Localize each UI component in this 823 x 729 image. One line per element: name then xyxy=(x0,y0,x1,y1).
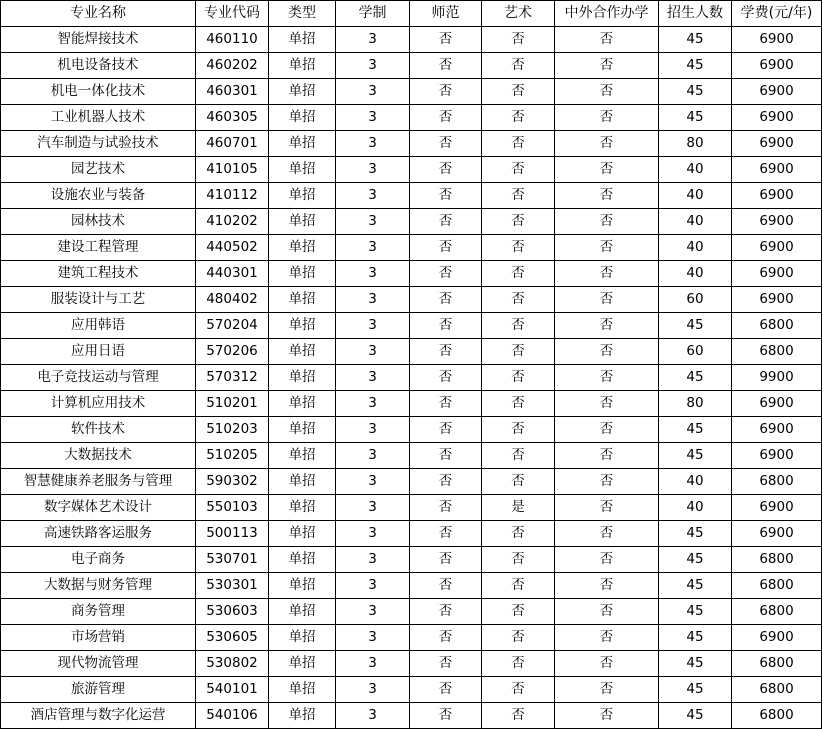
cell-duration: 3 xyxy=(336,703,410,729)
cell-teacher-training: 否 xyxy=(410,443,482,469)
table-row xyxy=(1,469,822,495)
cell-art: 否 xyxy=(482,261,555,287)
column-header-art: 艺术 xyxy=(482,1,555,27)
cell-sino-foreign: 否 xyxy=(555,677,659,703)
cell-major-code: 540106 xyxy=(196,703,269,729)
cell-duration: 3 xyxy=(336,417,410,443)
cell-duration: 3 xyxy=(336,391,410,417)
cell-art: 否 xyxy=(482,27,555,53)
cell-sino-foreign: 否 xyxy=(555,27,659,53)
cell-enrollment: 45 xyxy=(659,651,732,677)
table-row xyxy=(1,235,822,261)
cell-major-code: 530603 xyxy=(196,599,269,625)
cell-type: 单招 xyxy=(269,651,336,677)
cell-teacher-training: 否 xyxy=(410,391,482,417)
cell-major-name: 智慧健康养老服务与管理 xyxy=(1,469,196,495)
cell-major-name: 机电设备技术 xyxy=(1,53,196,79)
cell-major-code: 500113 xyxy=(196,521,269,547)
cell-type: 单招 xyxy=(269,235,336,261)
cell-major-code: 510205 xyxy=(196,443,269,469)
cell-tuition: 6800 xyxy=(732,547,822,573)
cell-enrollment: 40 xyxy=(659,209,732,235)
cell-teacher-training: 否 xyxy=(410,495,482,521)
cell-duration: 3 xyxy=(336,495,410,521)
cell-enrollment: 45 xyxy=(659,625,732,651)
cell-major-name: 汽车制造与试验技术 xyxy=(1,131,196,157)
cell-tuition: 6900 xyxy=(732,53,822,79)
cell-teacher-training: 否 xyxy=(410,79,482,105)
cell-teacher-training: 否 xyxy=(410,625,482,651)
cell-sino-foreign: 否 xyxy=(555,469,659,495)
cell-major-code: 410112 xyxy=(196,183,269,209)
cell-major-name: 大数据技术 xyxy=(1,443,196,469)
cell-major-code: 460305 xyxy=(196,105,269,131)
cell-type: 单招 xyxy=(269,365,336,391)
table-row xyxy=(1,157,822,183)
cell-enrollment: 45 xyxy=(659,313,732,339)
cell-major-code: 510201 xyxy=(196,391,269,417)
cell-enrollment: 45 xyxy=(659,417,732,443)
table-row xyxy=(1,79,822,105)
cell-major-code: 530301 xyxy=(196,573,269,599)
cell-enrollment: 45 xyxy=(659,53,732,79)
cell-type: 单招 xyxy=(269,469,336,495)
cell-art: 否 xyxy=(482,209,555,235)
cell-sino-foreign: 否 xyxy=(555,703,659,729)
cell-tuition: 6800 xyxy=(732,573,822,599)
cell-art: 否 xyxy=(482,79,555,105)
cell-enrollment: 45 xyxy=(659,599,732,625)
cell-sino-foreign: 否 xyxy=(555,417,659,443)
cell-duration: 3 xyxy=(336,521,410,547)
cell-tuition: 6900 xyxy=(732,625,822,651)
cell-enrollment: 40 xyxy=(659,235,732,261)
cell-enrollment: 60 xyxy=(659,287,732,313)
cell-teacher-training: 否 xyxy=(410,287,482,313)
cell-duration: 3 xyxy=(336,131,410,157)
cell-teacher-training: 否 xyxy=(410,677,482,703)
cell-duration: 3 xyxy=(336,105,410,131)
cell-major-code: 460301 xyxy=(196,79,269,105)
cell-type: 单招 xyxy=(269,391,336,417)
cell-major-name: 旅游管理 xyxy=(1,677,196,703)
cell-enrollment: 40 xyxy=(659,495,732,521)
cell-teacher-training: 否 xyxy=(410,599,482,625)
cell-teacher-training: 否 xyxy=(410,27,482,53)
cell-duration: 3 xyxy=(336,651,410,677)
cell-sino-foreign: 否 xyxy=(555,391,659,417)
cell-tuition: 6800 xyxy=(732,469,822,495)
cell-sino-foreign: 否 xyxy=(555,157,659,183)
cell-major-code: 530701 xyxy=(196,547,269,573)
cell-tuition: 6800 xyxy=(732,651,822,677)
cell-major-name: 商务管理 xyxy=(1,599,196,625)
table-row xyxy=(1,339,822,365)
cell-teacher-training: 否 xyxy=(410,469,482,495)
cell-sino-foreign: 否 xyxy=(555,443,659,469)
cell-duration: 3 xyxy=(336,235,410,261)
cell-art: 否 xyxy=(482,469,555,495)
cell-type: 单招 xyxy=(269,287,336,313)
table-row xyxy=(1,573,822,599)
cell-art: 否 xyxy=(482,625,555,651)
cell-major-name: 现代物流管理 xyxy=(1,651,196,677)
cell-enrollment: 80 xyxy=(659,131,732,157)
cell-tuition: 6800 xyxy=(732,599,822,625)
table-row xyxy=(1,521,822,547)
cell-duration: 3 xyxy=(336,547,410,573)
table-body xyxy=(1,27,822,729)
cell-enrollment: 45 xyxy=(659,79,732,105)
table-row xyxy=(1,443,822,469)
cell-type: 单招 xyxy=(269,339,336,365)
table-row xyxy=(1,547,822,573)
cell-type: 单招 xyxy=(269,677,336,703)
cell-major-code: 570204 xyxy=(196,313,269,339)
cell-major-name: 应用韩语 xyxy=(1,313,196,339)
cell-duration: 3 xyxy=(336,573,410,599)
cell-major-name: 计算机应用技术 xyxy=(1,391,196,417)
cell-art: 否 xyxy=(482,443,555,469)
cell-duration: 3 xyxy=(336,469,410,495)
column-header-teacher-training: 师范 xyxy=(410,1,482,27)
cell-major-code: 460202 xyxy=(196,53,269,79)
cell-enrollment: 80 xyxy=(659,391,732,417)
cell-teacher-training: 否 xyxy=(410,417,482,443)
cell-major-name: 建设工程管理 xyxy=(1,235,196,261)
cell-major-code: 570312 xyxy=(196,365,269,391)
cell-art: 否 xyxy=(482,573,555,599)
cell-sino-foreign: 否 xyxy=(555,53,659,79)
cell-enrollment: 45 xyxy=(659,547,732,573)
table-row xyxy=(1,495,822,521)
cell-sino-foreign: 否 xyxy=(555,79,659,105)
cell-sino-foreign: 否 xyxy=(555,287,659,313)
cell-major-name: 园艺技术 xyxy=(1,157,196,183)
cell-teacher-training: 否 xyxy=(410,183,482,209)
cell-art: 否 xyxy=(482,105,555,131)
cell-type: 单招 xyxy=(269,599,336,625)
cell-type: 单招 xyxy=(269,261,336,287)
cell-art: 否 xyxy=(482,131,555,157)
cell-type: 单招 xyxy=(269,521,336,547)
column-header-major-code: 专业代码 xyxy=(196,1,269,27)
cell-tuition: 6900 xyxy=(732,27,822,53)
table-header xyxy=(1,1,822,27)
cell-major-code: 410105 xyxy=(196,157,269,183)
cell-art: 否 xyxy=(482,599,555,625)
cell-tuition: 6900 xyxy=(732,495,822,521)
cell-teacher-training: 否 xyxy=(410,573,482,599)
cell-teacher-training: 否 xyxy=(410,365,482,391)
cell-type: 单招 xyxy=(269,131,336,157)
cell-type: 单招 xyxy=(269,79,336,105)
table-row xyxy=(1,599,822,625)
cell-teacher-training: 否 xyxy=(410,651,482,677)
cell-teacher-training: 否 xyxy=(410,547,482,573)
cell-type: 单招 xyxy=(269,209,336,235)
cell-tuition: 6900 xyxy=(732,79,822,105)
cell-major-name: 机电一体化技术 xyxy=(1,79,196,105)
cell-major-name: 数字媒体艺术设计 xyxy=(1,495,196,521)
cell-art: 否 xyxy=(482,157,555,183)
header-row xyxy=(1,1,822,27)
cell-major-code: 530605 xyxy=(196,625,269,651)
cell-tuition: 6900 xyxy=(732,391,822,417)
cell-major-name: 电子竞技运动与管理 xyxy=(1,365,196,391)
table-row xyxy=(1,417,822,443)
column-header-major-name: 专业名称 xyxy=(1,1,196,27)
cell-major-name: 设施农业与装备 xyxy=(1,183,196,209)
cell-duration: 3 xyxy=(336,27,410,53)
cell-tuition: 6900 xyxy=(732,157,822,183)
cell-major-code: 550103 xyxy=(196,495,269,521)
table-row xyxy=(1,313,822,339)
cell-art: 否 xyxy=(482,521,555,547)
cell-enrollment: 45 xyxy=(659,365,732,391)
cell-major-name: 建筑工程技术 xyxy=(1,261,196,287)
cell-duration: 3 xyxy=(336,209,410,235)
table-row xyxy=(1,105,822,131)
cell-major-code: 480402 xyxy=(196,287,269,313)
cell-teacher-training: 否 xyxy=(410,131,482,157)
cell-art: 否 xyxy=(482,651,555,677)
cell-tuition: 6900 xyxy=(732,417,822,443)
cell-enrollment: 45 xyxy=(659,105,732,131)
cell-enrollment: 40 xyxy=(659,183,732,209)
cell-sino-foreign: 否 xyxy=(555,495,659,521)
table-row xyxy=(1,183,822,209)
cell-teacher-training: 否 xyxy=(410,209,482,235)
cell-art: 否 xyxy=(482,313,555,339)
cell-tuition: 6900 xyxy=(732,443,822,469)
cell-teacher-training: 否 xyxy=(410,53,482,79)
cell-tuition: 6800 xyxy=(732,313,822,339)
cell-sino-foreign: 否 xyxy=(555,521,659,547)
cell-sino-foreign: 否 xyxy=(555,105,659,131)
cell-major-code: 460110 xyxy=(196,27,269,53)
cell-teacher-training: 否 xyxy=(410,339,482,365)
cell-tuition: 6800 xyxy=(732,703,822,729)
cell-duration: 3 xyxy=(336,79,410,105)
cell-tuition: 6900 xyxy=(732,131,822,157)
cell-art: 否 xyxy=(482,703,555,729)
cell-sino-foreign: 否 xyxy=(555,313,659,339)
cell-major-code: 440301 xyxy=(196,261,269,287)
table-row xyxy=(1,365,822,391)
cell-major-code: 510203 xyxy=(196,417,269,443)
cell-type: 单招 xyxy=(269,547,336,573)
cell-duration: 3 xyxy=(336,677,410,703)
cell-sino-foreign: 否 xyxy=(555,651,659,677)
cell-tuition: 6900 xyxy=(732,521,822,547)
cell-sino-foreign: 否 xyxy=(555,573,659,599)
cell-type: 单招 xyxy=(269,53,336,79)
cell-art: 否 xyxy=(482,339,555,365)
cell-tuition: 6900 xyxy=(732,209,822,235)
cell-sino-foreign: 否 xyxy=(555,625,659,651)
cell-tuition: 6900 xyxy=(732,261,822,287)
cell-tuition: 6800 xyxy=(732,339,822,365)
cell-type: 单招 xyxy=(269,183,336,209)
cell-sino-foreign: 否 xyxy=(555,235,659,261)
cell-major-name: 软件技术 xyxy=(1,417,196,443)
cell-duration: 3 xyxy=(336,183,410,209)
cell-sino-foreign: 否 xyxy=(555,261,659,287)
cell-major-name: 应用日语 xyxy=(1,339,196,365)
cell-duration: 3 xyxy=(336,599,410,625)
cell-enrollment: 45 xyxy=(659,703,732,729)
cell-teacher-training: 否 xyxy=(410,703,482,729)
cell-type: 单招 xyxy=(269,27,336,53)
cell-duration: 3 xyxy=(336,365,410,391)
cell-sino-foreign: 否 xyxy=(555,209,659,235)
cell-sino-foreign: 否 xyxy=(555,599,659,625)
table-row xyxy=(1,27,822,53)
cell-tuition: 6800 xyxy=(732,677,822,703)
table-row xyxy=(1,131,822,157)
cell-type: 单招 xyxy=(269,573,336,599)
column-header-sino-foreign: 中外合作办学 xyxy=(555,1,659,27)
table-row xyxy=(1,53,822,79)
cell-duration: 3 xyxy=(336,157,410,183)
cell-enrollment: 45 xyxy=(659,677,732,703)
cell-art: 否 xyxy=(482,287,555,313)
cell-major-name: 电子商务 xyxy=(1,547,196,573)
cell-type: 单招 xyxy=(269,495,336,521)
cell-type: 单招 xyxy=(269,313,336,339)
cell-sino-foreign: 否 xyxy=(555,365,659,391)
cell-type: 单招 xyxy=(269,625,336,651)
cell-tuition: 6900 xyxy=(732,235,822,261)
cell-art: 否 xyxy=(482,53,555,79)
cell-major-code: 590302 xyxy=(196,469,269,495)
cell-type: 单招 xyxy=(269,105,336,131)
cell-enrollment: 60 xyxy=(659,339,732,365)
cell-sino-foreign: 否 xyxy=(555,547,659,573)
table-row xyxy=(1,209,822,235)
cell-teacher-training: 否 xyxy=(410,105,482,131)
cell-major-code: 460701 xyxy=(196,131,269,157)
cell-teacher-training: 否 xyxy=(410,313,482,339)
cell-tuition: 6900 xyxy=(732,183,822,209)
cell-duration: 3 xyxy=(336,261,410,287)
cell-duration: 3 xyxy=(336,53,410,79)
cell-enrollment: 40 xyxy=(659,157,732,183)
table-row xyxy=(1,677,822,703)
cell-duration: 3 xyxy=(336,339,410,365)
cell-art: 否 xyxy=(482,235,555,261)
cell-major-name: 高速铁路客运服务 xyxy=(1,521,196,547)
column-header-type: 类型 xyxy=(269,1,336,27)
cell-art: 否 xyxy=(482,547,555,573)
cell-teacher-training: 否 xyxy=(410,261,482,287)
cell-teacher-training: 否 xyxy=(410,521,482,547)
table-row xyxy=(1,625,822,651)
cell-art: 否 xyxy=(482,183,555,209)
cell-major-name: 工业机器人技术 xyxy=(1,105,196,131)
cell-enrollment: 40 xyxy=(659,261,732,287)
cell-duration: 3 xyxy=(336,625,410,651)
cell-major-code: 570206 xyxy=(196,339,269,365)
cell-art: 否 xyxy=(482,677,555,703)
cell-tuition: 6900 xyxy=(732,105,822,131)
cell-duration: 3 xyxy=(336,313,410,339)
cell-major-name: 大数据与财务管理 xyxy=(1,573,196,599)
cell-type: 单招 xyxy=(269,157,336,183)
cell-major-code: 410202 xyxy=(196,209,269,235)
table-row xyxy=(1,287,822,313)
cell-major-name: 市场营销 xyxy=(1,625,196,651)
cell-teacher-training: 否 xyxy=(410,157,482,183)
table-row xyxy=(1,391,822,417)
cell-type: 单招 xyxy=(269,703,336,729)
cell-major-name: 服装设计与工艺 xyxy=(1,287,196,313)
column-header-duration: 学制 xyxy=(336,1,410,27)
cell-enrollment: 45 xyxy=(659,521,732,547)
cell-art: 否 xyxy=(482,365,555,391)
cell-enrollment: 45 xyxy=(659,573,732,599)
cell-teacher-training: 否 xyxy=(410,235,482,261)
cell-art: 是 xyxy=(482,495,555,521)
column-header-enrollment: 招生人数 xyxy=(659,1,732,27)
cell-major-code: 540101 xyxy=(196,677,269,703)
cell-enrollment: 45 xyxy=(659,443,732,469)
cell-duration: 3 xyxy=(336,287,410,313)
cell-enrollment: 45 xyxy=(659,27,732,53)
cell-duration: 3 xyxy=(336,443,410,469)
table-row xyxy=(1,651,822,677)
cell-sino-foreign: 否 xyxy=(555,183,659,209)
cell-sino-foreign: 否 xyxy=(555,131,659,157)
cell-tuition: 6900 xyxy=(732,287,822,313)
cell-art: 否 xyxy=(482,391,555,417)
cell-art: 否 xyxy=(482,417,555,443)
table-row xyxy=(1,703,822,729)
cell-type: 单招 xyxy=(269,443,336,469)
cell-major-code: 530802 xyxy=(196,651,269,677)
cell-tuition: 9900 xyxy=(732,365,822,391)
cell-major-name: 智能焊接技术 xyxy=(1,27,196,53)
cell-major-name: 园林技术 xyxy=(1,209,196,235)
cell-major-code: 440502 xyxy=(196,235,269,261)
table-row xyxy=(1,261,822,287)
cell-major-name: 酒店管理与数字化运营 xyxy=(1,703,196,729)
cell-sino-foreign: 否 xyxy=(555,339,659,365)
column-header-tuition: 学费(元/年) xyxy=(732,1,822,27)
cell-enrollment: 40 xyxy=(659,469,732,495)
cell-type: 单招 xyxy=(269,417,336,443)
